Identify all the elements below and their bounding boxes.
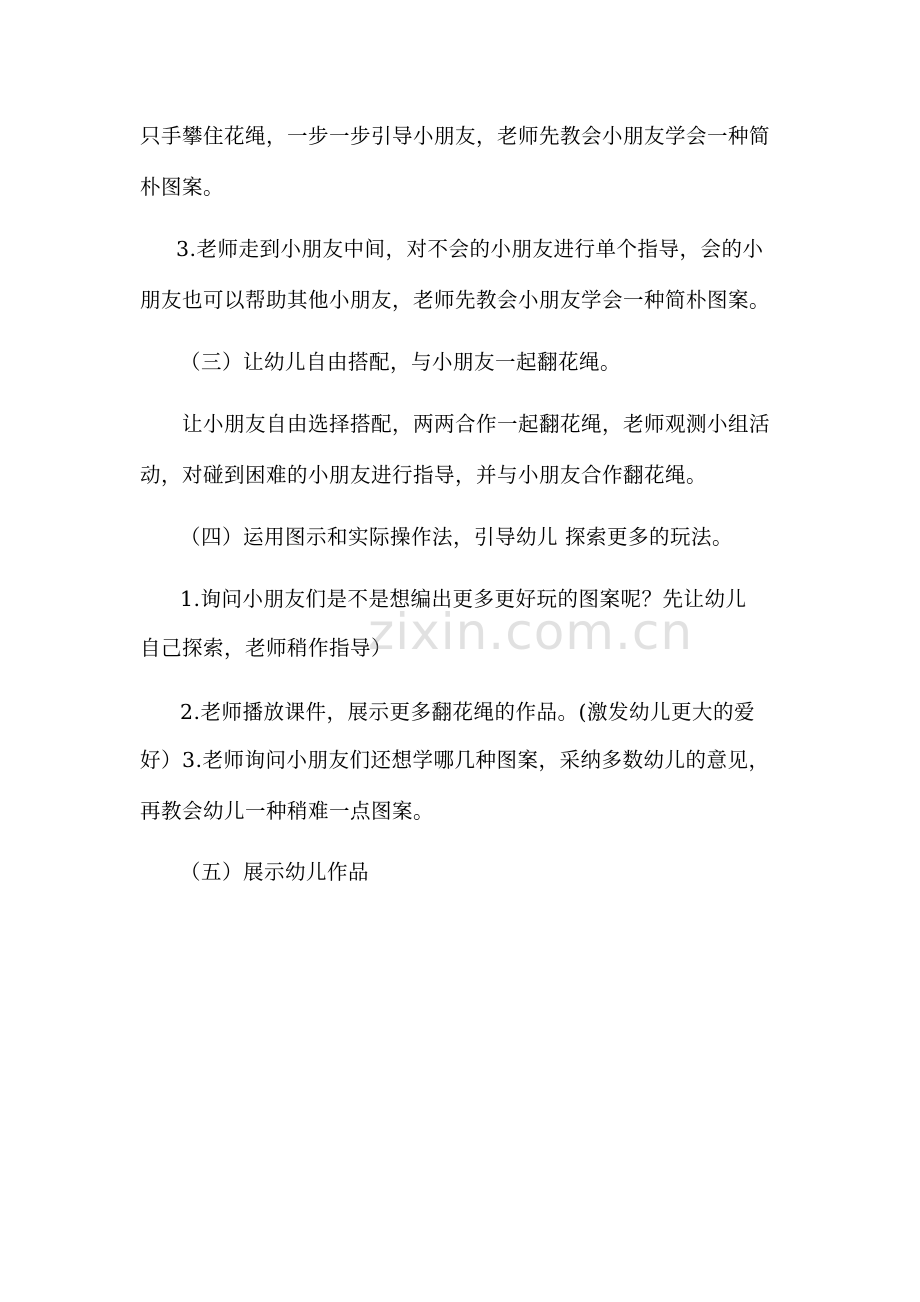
text-line: 只手攀住花绳，一步一步引导小朋友，老师先教会小朋友学会一种简 (140, 124, 770, 148)
section-heading: （五）展示幼儿作品 (180, 860, 369, 884)
text-line: 2.老师播放课件，展示更多翻花绳的作品。(激发幼儿更大的爱 (180, 700, 756, 724)
text-line: 1.询问小朋友们是不是想编出更多更好玩的图案呢？先让幼儿 (180, 587, 747, 611)
watermark: zixin.com.cn (368, 603, 694, 661)
text-line: 3.老师走到小朋友中间，对不会的小朋友进行单个指导，会的小 (176, 237, 764, 261)
section-heading: （四）运用图示和实际操作法，引导幼儿 探索更多的玩法。 (180, 525, 734, 549)
text-line: 让小朋友自由选择搭配，两两合作一起翻花绳，老师观测小组活 (182, 412, 770, 436)
text-line: 再教会幼儿一种稍难一点图案。 (140, 799, 434, 823)
text-line: 自己探索，老师稍作指导） (140, 636, 392, 660)
text-line: 好）3.老师询问小朋友们还想学哪几种图案，采纳多数幼儿的意见， (140, 748, 770, 772)
section-heading: （三）让幼儿自由搭配，与小朋友一起翻花绳。 (180, 350, 621, 374)
text-line: 朴图案。 (140, 175, 224, 199)
text-line: 动，对碰到困难的小朋友进行指导，并与小朋友合作翻花绳。 (140, 463, 707, 487)
text-line: 朋友也可以帮助其他小朋友，老师先教会小朋友学会一种简朴图案。 (140, 288, 770, 312)
